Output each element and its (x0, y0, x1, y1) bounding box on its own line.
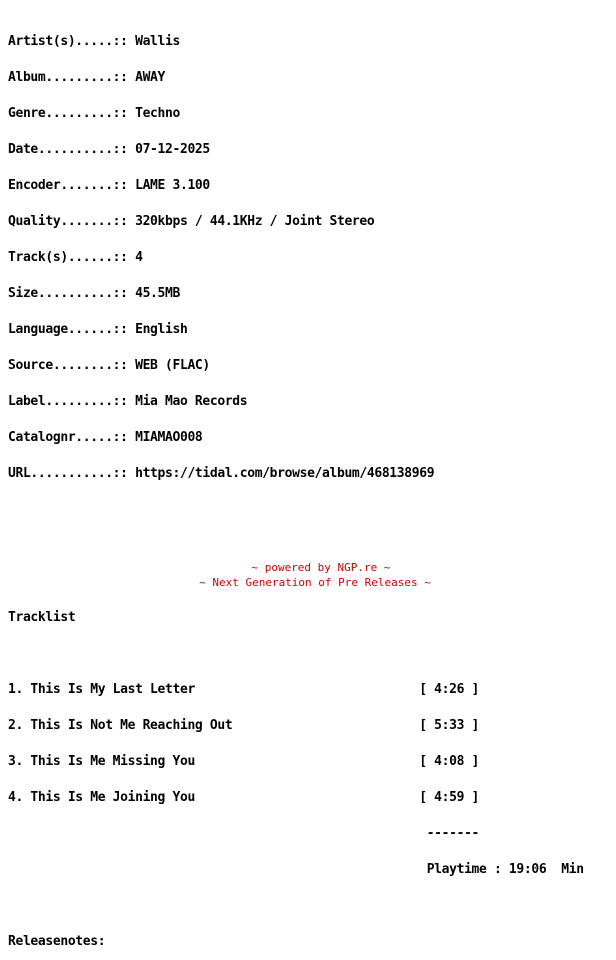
playtime-separator: ------- (8, 826, 480, 841)
nfo-text-block (8, 12, 584, 960)
track-item-2: 2. This Is Not Me Reaching Out [ 5:33 ] (8, 718, 480, 733)
blank-line (8, 504, 584, 516)
track-item-4: 4. This Is Me Joining You [ 4:59 ] (8, 790, 480, 805)
blank-line (8, 540, 584, 552)
track-item-1: 1. This Is My Last Letter [ 4:26 ] (8, 682, 480, 697)
releasenotes-heading: Releasenotes: (8, 934, 106, 949)
quality-line: Quality.......:: 320kbps / 44.1KHz / Joint Stereo (8, 214, 375, 229)
catalog-line: Catalognr.....:: MIAMAO008 (8, 430, 203, 445)
album-line: Album.........:: AWAY (8, 70, 166, 85)
language-line: Language......:: English (8, 322, 188, 337)
size-line: Size..........:: 45.5MB (8, 286, 180, 301)
encoder-line: Encoder.......:: LAME 3.100 (8, 178, 210, 193)
tracks-count-line: Track(s)......:: 4 (8, 250, 143, 265)
source-line: Source........:: WEB (FLAC) (8, 358, 210, 373)
total-playtime: Playtime : 19:06 Min (8, 862, 584, 877)
footer-tagline: ~ Next Generation of Pre Releases ~ (199, 576, 431, 589)
genre-line: Genre.........:: Techno (8, 106, 180, 121)
url-line: URL...........:: https://tidal.com/browse/album/468138969 (8, 466, 435, 481)
blank-line (8, 900, 584, 912)
tracklist-heading: Tracklist (8, 610, 76, 625)
track-item-3: 3. This Is Me Missing You [ 4:08 ] (8, 754, 480, 769)
blank-line (8, 648, 584, 660)
footer-powered-by: ~ powered by NGP.re ~ (251, 561, 391, 574)
artist-line: Artist(s).....:: Wallis (8, 34, 180, 49)
date-line: Date..........:: 07-12-2025 (8, 142, 210, 157)
label-line: Label.........:: Mia Mao Records (8, 394, 248, 409)
